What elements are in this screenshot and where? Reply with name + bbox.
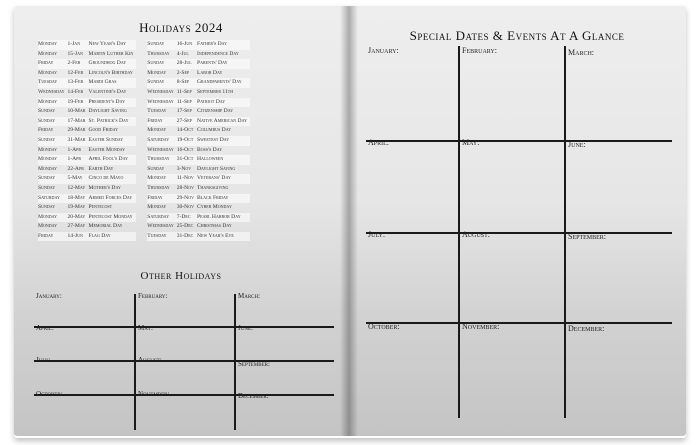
holiday-date-cell: 30-Nov xyxy=(176,204,194,211)
holiday-day-cell: Saturday xyxy=(38,194,67,204)
holiday-name-cell: Boss's Day xyxy=(196,146,223,153)
grid-divider xyxy=(234,294,236,430)
holiday-name-cell: Father's Day xyxy=(197,40,250,50)
holiday-date-cell: 20-May xyxy=(67,213,88,223)
holiday-date-cell: 4-Jul xyxy=(176,50,189,57)
holiday-row xyxy=(38,50,250,60)
column-gap xyxy=(136,78,147,88)
month-label-january: January: xyxy=(36,292,62,300)
left-page xyxy=(14,6,348,436)
holiday-row xyxy=(38,69,250,79)
holiday-date-cell: 5-May xyxy=(67,174,88,184)
holiday-day-cell: Tuesday xyxy=(147,232,176,242)
month-label-july: July: xyxy=(368,230,386,239)
holiday-date-cell: 1-Apr xyxy=(67,155,88,165)
holiday-row xyxy=(38,213,250,223)
holiday-name-cell: Easter Sunday xyxy=(88,136,136,146)
holiday-name-cell: Armed Forces Day xyxy=(88,194,136,204)
month-label-september: September: xyxy=(568,232,607,241)
holiday-day-cell: Wednesday xyxy=(147,88,174,95)
holiday-row xyxy=(38,222,250,232)
holiday-name-cell: Christmas Day xyxy=(196,223,232,230)
holiday-date-cell: 1-Jan xyxy=(67,40,88,50)
holiday-name-cell: Daylight Saving xyxy=(196,165,236,172)
holiday-date-cell: 17-Mar xyxy=(67,117,88,127)
holiday-date-cell: 27-May xyxy=(67,223,86,230)
holiday-name-cell: Native American Day xyxy=(197,117,250,127)
holiday-day-cell: Thursday xyxy=(147,155,176,165)
column-gap xyxy=(136,146,147,156)
holiday-date-cell: 29-Mar xyxy=(67,127,86,134)
column-gap xyxy=(136,98,147,108)
holiday-date-cell: 10-Mar xyxy=(67,108,86,115)
holiday-name-cell: Martin Luther Kin xyxy=(88,50,134,57)
column-gap xyxy=(136,69,147,79)
holiday-date-cell: 31-Oct xyxy=(177,155,197,165)
holiday-day-cell: Friday xyxy=(147,117,176,127)
holiday-day-cell: Monday xyxy=(38,98,67,108)
holiday-name-cell: Pearl Harbor Day xyxy=(197,213,250,223)
holiday-day-cell: Tuesday xyxy=(147,108,167,115)
holiday-date-cell: 18-May xyxy=(67,194,88,204)
holiday-name-cell: Thanksgiving xyxy=(196,184,229,191)
column-gap xyxy=(136,165,147,175)
holiday-name-cell: Patriot Day xyxy=(197,98,250,108)
holiday-name-cell: Pentecost xyxy=(88,204,113,211)
holiday-day-cell: Sunday xyxy=(38,117,67,127)
holiday-day-cell: Monday xyxy=(38,213,67,223)
holidays-title: Holidays 2024 xyxy=(139,20,223,35)
holiday-row xyxy=(38,146,250,156)
holiday-name-cell: President's Day xyxy=(88,98,136,108)
month-label-november: November: xyxy=(462,322,500,331)
month-label-august: August: xyxy=(138,356,162,364)
holiday-date-cell: 12-May xyxy=(67,184,86,191)
holiday-name-cell: Pentecost Monday xyxy=(88,213,136,223)
holiday-name-cell: Flag Day xyxy=(88,232,136,242)
holiday-name-cell: Independence Day xyxy=(196,50,239,57)
holiday-day-cell: Sunday xyxy=(147,59,176,69)
holiday-date-cell: 14-Jun xyxy=(67,232,88,242)
holiday-date-cell: 16-Jun xyxy=(177,40,197,50)
holiday-name-cell: Memorial Day xyxy=(88,223,123,230)
holiday-day-cell: Sunday xyxy=(147,165,165,172)
holiday-date-cell: 31-Mar xyxy=(67,136,88,146)
month-label-december: December: xyxy=(238,392,269,400)
holiday-date-cell: 2-Sep xyxy=(176,69,190,76)
holiday-name-cell: Lincoln's Birthday xyxy=(88,69,133,76)
column-gap xyxy=(136,155,147,165)
month-label-may: May: xyxy=(138,324,153,332)
holiday-name-cell: Grandparents' Day xyxy=(197,78,250,88)
holiday-name-cell: Good Friday xyxy=(88,127,118,134)
holiday-row xyxy=(38,203,250,213)
month-label-january: January: xyxy=(368,46,399,55)
holiday-date-cell: 17-Sep xyxy=(176,108,192,115)
holiday-date-cell: 28-Nov xyxy=(176,184,194,191)
grid-divider xyxy=(34,394,334,396)
holiday-name-cell: Easter Monday xyxy=(88,146,126,153)
holiday-date-cell: 1-Apr xyxy=(67,146,82,153)
column-gap xyxy=(136,194,147,204)
holiday-name-cell: St. Patrick's Day xyxy=(88,117,136,127)
holiday-name-cell: Valentine's Day xyxy=(88,88,127,95)
holiday-date-cell: 12-Feb xyxy=(67,69,84,76)
month-label-june: June: xyxy=(568,140,586,149)
holiday-date-cell: 14-Oct xyxy=(176,127,194,134)
holiday-day-cell: Sunday xyxy=(38,184,56,191)
holiday-name-cell: New Year's Day xyxy=(88,40,136,50)
holiday-row xyxy=(38,232,250,242)
holiday-name-cell: Groundhog Day xyxy=(88,59,136,69)
holiday-day-cell: Sunday xyxy=(38,174,67,184)
column-gap xyxy=(136,184,147,194)
holiday-date-cell: 19-Feb xyxy=(67,98,88,108)
holiday-date-cell: 22-Apr xyxy=(67,165,84,172)
holiday-name-cell: Earth Day xyxy=(88,165,114,172)
holiday-name-cell: Sweetest Day xyxy=(197,136,250,146)
holiday-date-cell: 8-Sep xyxy=(177,78,197,88)
holiday-date-cell: 19-Oct xyxy=(177,136,197,146)
month-label-april: April: xyxy=(36,324,54,332)
right-page xyxy=(348,6,686,436)
month-label-june: June: xyxy=(238,324,253,332)
holiday-row xyxy=(38,184,250,194)
column-gap xyxy=(136,126,147,136)
holiday-name-cell: Veterans' Day xyxy=(197,174,250,184)
grid-divider xyxy=(458,46,460,418)
holiday-day-cell: Sunday xyxy=(38,204,56,211)
holiday-day-cell: Monday xyxy=(147,69,167,76)
holiday-name-cell: Mardi Gras xyxy=(88,78,136,88)
holiday-day-cell: Friday xyxy=(147,194,176,204)
holiday-row xyxy=(38,194,250,204)
holiday-row xyxy=(38,155,250,165)
holiday-name-cell: Citizenship Day xyxy=(196,108,234,115)
open-book xyxy=(14,6,686,438)
column-gap xyxy=(136,174,147,184)
holiday-day-cell: Sunday xyxy=(147,40,176,50)
holiday-day-cell: Friday xyxy=(38,59,67,69)
holiday-row xyxy=(38,98,250,108)
other-holidays-title: Other Holidays xyxy=(140,270,222,282)
grid-divider xyxy=(366,232,672,234)
holiday-day-cell: Monday xyxy=(147,204,167,211)
holiday-day-cell: Monday xyxy=(38,50,58,57)
month-label-september: September: xyxy=(238,360,270,368)
grid-divider xyxy=(564,46,566,418)
holiday-name-cell: September 11th xyxy=(196,88,234,95)
column-gap xyxy=(136,136,147,146)
holiday-name-cell: Labor Day xyxy=(196,69,223,76)
month-label-october: October: xyxy=(368,322,400,331)
month-label-april: April: xyxy=(368,138,390,147)
holiday-day-cell: Monday xyxy=(38,223,58,230)
holiday-day-cell: Wednesday xyxy=(38,88,65,95)
holiday-name-cell: Mother's Day xyxy=(88,184,121,191)
holidays-table xyxy=(38,40,250,241)
holiday-row xyxy=(38,59,250,69)
holiday-day-cell: Monday xyxy=(147,127,167,134)
column-gap xyxy=(136,50,147,60)
holiday-row xyxy=(38,165,250,175)
holiday-name-cell: Black Friday xyxy=(197,194,250,204)
month-label-march: March: xyxy=(568,48,595,57)
holiday-date-cell: 7-Dec xyxy=(177,213,197,223)
month-label-may: May: xyxy=(462,138,480,147)
holiday-date-cell: 14-Feb xyxy=(67,88,84,95)
month-label-february: February: xyxy=(138,292,168,300)
holiday-name-cell: Daylight Saving xyxy=(88,108,127,115)
holiday-date-cell: 28-Jul xyxy=(177,59,197,69)
holiday-day-cell: Thursday xyxy=(147,50,170,57)
holiday-day-cell: Monday xyxy=(147,174,176,184)
holiday-date-cell: 29-Nov xyxy=(177,194,197,204)
holiday-day-cell: Thursday xyxy=(147,184,170,191)
month-label-march: March: xyxy=(238,292,261,300)
holiday-name-cell: Cyber Monday xyxy=(196,204,232,211)
holiday-day-cell: Friday xyxy=(38,232,67,242)
holiday-day-cell: Monday xyxy=(38,155,67,165)
holiday-row xyxy=(38,78,250,88)
holiday-row xyxy=(38,136,250,146)
holiday-day-cell: Wednesday xyxy=(147,223,174,230)
grid-divider xyxy=(34,360,334,362)
holiday-day-cell: Monday xyxy=(38,165,58,172)
column-gap xyxy=(136,213,147,223)
month-label-december: December: xyxy=(568,324,605,333)
month-label-july: July: xyxy=(36,356,51,364)
grid-divider xyxy=(134,294,136,430)
holiday-date-cell: 3-Nov xyxy=(176,165,192,172)
holiday-day-cell: Wednesday xyxy=(147,146,174,153)
holiday-day-cell: Saturday xyxy=(147,213,176,223)
holiday-date-cell: 16-Oct xyxy=(176,146,194,153)
month-label-february: February: xyxy=(462,46,498,55)
column-gap xyxy=(136,107,147,117)
month-label-november: November: xyxy=(138,390,170,398)
grid-divider xyxy=(366,140,672,142)
holiday-name-cell: New Year's Eve xyxy=(197,232,250,242)
holiday-date-cell: 25-Dec xyxy=(176,223,194,230)
holiday-day-cell: Monday xyxy=(38,146,58,153)
holiday-day-cell: Monday xyxy=(38,69,58,76)
holiday-name-cell: Halloween xyxy=(197,155,250,165)
special-dates-title: Special Dates & Events At A Glance xyxy=(409,28,625,43)
holiday-date-cell: 15-Jan xyxy=(67,50,83,57)
holiday-name-cell: April Fool's Day xyxy=(88,155,136,165)
holiday-date-cell: 31-Dec xyxy=(177,232,197,242)
holiday-date-cell: 11-Nov xyxy=(177,174,197,184)
holiday-date-cell: 19-May xyxy=(67,204,86,211)
holiday-row xyxy=(38,40,250,50)
holiday-row xyxy=(38,107,250,117)
grid-divider xyxy=(34,326,334,328)
column-gap xyxy=(136,88,147,98)
holiday-row xyxy=(38,126,250,136)
holiday-date-cell: 2-Feb xyxy=(67,59,88,69)
column-gap xyxy=(136,40,147,50)
holiday-day-cell: Sunday xyxy=(147,78,176,88)
holiday-row xyxy=(38,88,250,98)
column-gap xyxy=(136,222,147,232)
holiday-date-cell: 11-Sep xyxy=(177,98,197,108)
grid-divider xyxy=(366,322,672,324)
holiday-day-cell: Saturday xyxy=(147,136,176,146)
holiday-day-cell: Sunday xyxy=(38,136,67,146)
holiday-row xyxy=(38,117,250,127)
holiday-name-cell: Cinco de Mayo xyxy=(88,174,136,184)
holiday-date-cell: 13-Feb xyxy=(67,78,88,88)
holiday-row xyxy=(38,174,250,184)
column-gap xyxy=(136,117,147,127)
holiday-name-cell: Columbus Day xyxy=(196,127,232,134)
holiday-day-cell: Tuesday xyxy=(38,78,67,88)
holiday-day-cell: Monday xyxy=(38,40,67,50)
column-gap xyxy=(136,203,147,213)
column-gap xyxy=(136,59,147,69)
column-gap xyxy=(136,232,147,242)
holiday-date-cell: 11-Sep xyxy=(176,88,192,95)
holiday-day-cell: Friday xyxy=(38,127,54,134)
holiday-day-cell: Wednesday xyxy=(147,98,176,108)
holiday-date-cell: 27-Sep xyxy=(177,117,197,127)
holiday-day-cell: Sunday xyxy=(38,108,56,115)
holiday-name-cell: Parents' Day xyxy=(197,59,250,69)
month-label-august: August: xyxy=(462,230,491,239)
month-label-october: October: xyxy=(36,390,63,398)
